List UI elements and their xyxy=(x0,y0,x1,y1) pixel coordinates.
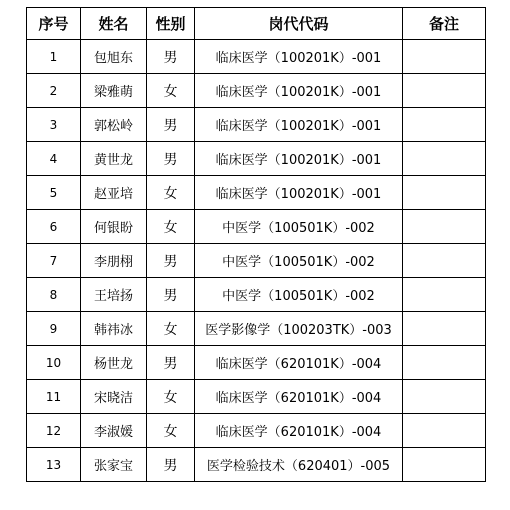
table-row xyxy=(27,312,486,346)
cell-remark xyxy=(403,40,486,74)
cell-name: 黄世龙 xyxy=(81,142,147,176)
cell-gender: 男 xyxy=(147,40,195,74)
cell-name: 李淑媛 xyxy=(81,414,147,448)
table-row xyxy=(27,414,486,448)
table-row xyxy=(27,142,486,176)
cell-index: 1 xyxy=(27,40,81,74)
cell-remark xyxy=(403,278,486,312)
cell-remark xyxy=(403,142,486,176)
cell-index: 12 xyxy=(27,414,81,448)
table-row xyxy=(27,108,486,142)
header-row xyxy=(27,8,486,40)
cell-position-code: 中医学（100501K）-002 xyxy=(195,244,403,278)
cell-name: 韩祎冰 xyxy=(81,312,147,346)
cell-position-code: 临床医学（100201K）-001 xyxy=(195,74,403,108)
table-row xyxy=(27,74,486,108)
table-row xyxy=(27,176,486,210)
cell-index: 4 xyxy=(27,142,81,176)
cell-remark xyxy=(403,108,486,142)
header-gender: 性别 xyxy=(147,8,195,40)
cell-position-code: 临床医学（100201K）-001 xyxy=(195,108,403,142)
cell-remark xyxy=(403,380,486,414)
cell-gender: 女 xyxy=(147,380,195,414)
cell-index: 5 xyxy=(27,176,81,210)
cell-position-code: 临床医学（100201K）-001 xyxy=(195,176,403,210)
cell-position-code: 临床医学（620101K）-004 xyxy=(195,414,403,448)
cell-name: 何银盼 xyxy=(81,210,147,244)
cell-index: 10 xyxy=(27,346,81,380)
cell-name: 包旭东 xyxy=(81,40,147,74)
table-row xyxy=(27,244,486,278)
table-body xyxy=(27,40,486,482)
roster-table-container xyxy=(26,7,486,482)
cell-index: 8 xyxy=(27,278,81,312)
cell-gender: 男 xyxy=(147,346,195,380)
cell-position-code: 医学影像学（100203TK）-003 xyxy=(195,312,403,346)
cell-remark xyxy=(403,312,486,346)
roster-table xyxy=(26,7,486,482)
cell-remark xyxy=(403,346,486,380)
cell-position-code: 中医学（100501K）-002 xyxy=(195,210,403,244)
cell-gender: 女 xyxy=(147,210,195,244)
cell-gender: 女 xyxy=(147,414,195,448)
header-index: 序号 xyxy=(27,8,81,40)
cell-position-code: 临床医学（100201K）-001 xyxy=(195,40,403,74)
cell-gender: 女 xyxy=(147,74,195,108)
cell-gender: 女 xyxy=(147,312,195,346)
header-remark: 备注 xyxy=(403,8,486,40)
cell-name: 宋晓洁 xyxy=(81,380,147,414)
cell-position-code: 中医学（100501K）-002 xyxy=(195,278,403,312)
cell-gender: 男 xyxy=(147,448,195,482)
cell-name: 梁雅萌 xyxy=(81,74,147,108)
cell-index: 7 xyxy=(27,244,81,278)
table-row xyxy=(27,40,486,74)
cell-position-code: 临床医学（620101K）-004 xyxy=(195,380,403,414)
cell-gender: 男 xyxy=(147,244,195,278)
cell-remark xyxy=(403,176,486,210)
cell-index: 11 xyxy=(27,380,81,414)
cell-index: 13 xyxy=(27,448,81,482)
cell-position-code: 临床医学（100201K）-001 xyxy=(195,142,403,176)
cell-index: 9 xyxy=(27,312,81,346)
header-name: 姓名 xyxy=(81,8,147,40)
table-row xyxy=(27,346,486,380)
header-position-code: 岗代代码 xyxy=(195,8,403,40)
cell-gender: 女 xyxy=(147,176,195,210)
table-row xyxy=(27,380,486,414)
table-row xyxy=(27,278,486,312)
table-row xyxy=(27,448,486,482)
cell-remark xyxy=(403,448,486,482)
cell-name: 张家宝 xyxy=(81,448,147,482)
cell-name: 郭松岭 xyxy=(81,108,147,142)
cell-name: 李朋栩 xyxy=(81,244,147,278)
cell-remark xyxy=(403,414,486,448)
cell-remark xyxy=(403,244,486,278)
table-row xyxy=(27,210,486,244)
cell-remark xyxy=(403,210,486,244)
cell-position-code: 临床医学（620101K）-004 xyxy=(195,346,403,380)
cell-gender: 男 xyxy=(147,278,195,312)
cell-name: 王培扬 xyxy=(81,278,147,312)
cell-gender: 男 xyxy=(147,142,195,176)
cell-name: 杨世龙 xyxy=(81,346,147,380)
cell-index: 3 xyxy=(27,108,81,142)
cell-index: 2 xyxy=(27,74,81,108)
cell-gender: 男 xyxy=(147,108,195,142)
cell-index: 6 xyxy=(27,210,81,244)
cell-remark xyxy=(403,74,486,108)
cell-name: 赵亚培 xyxy=(81,176,147,210)
cell-position-code: 医学检验技术（620401）-005 xyxy=(195,448,403,482)
table-header xyxy=(27,8,486,40)
